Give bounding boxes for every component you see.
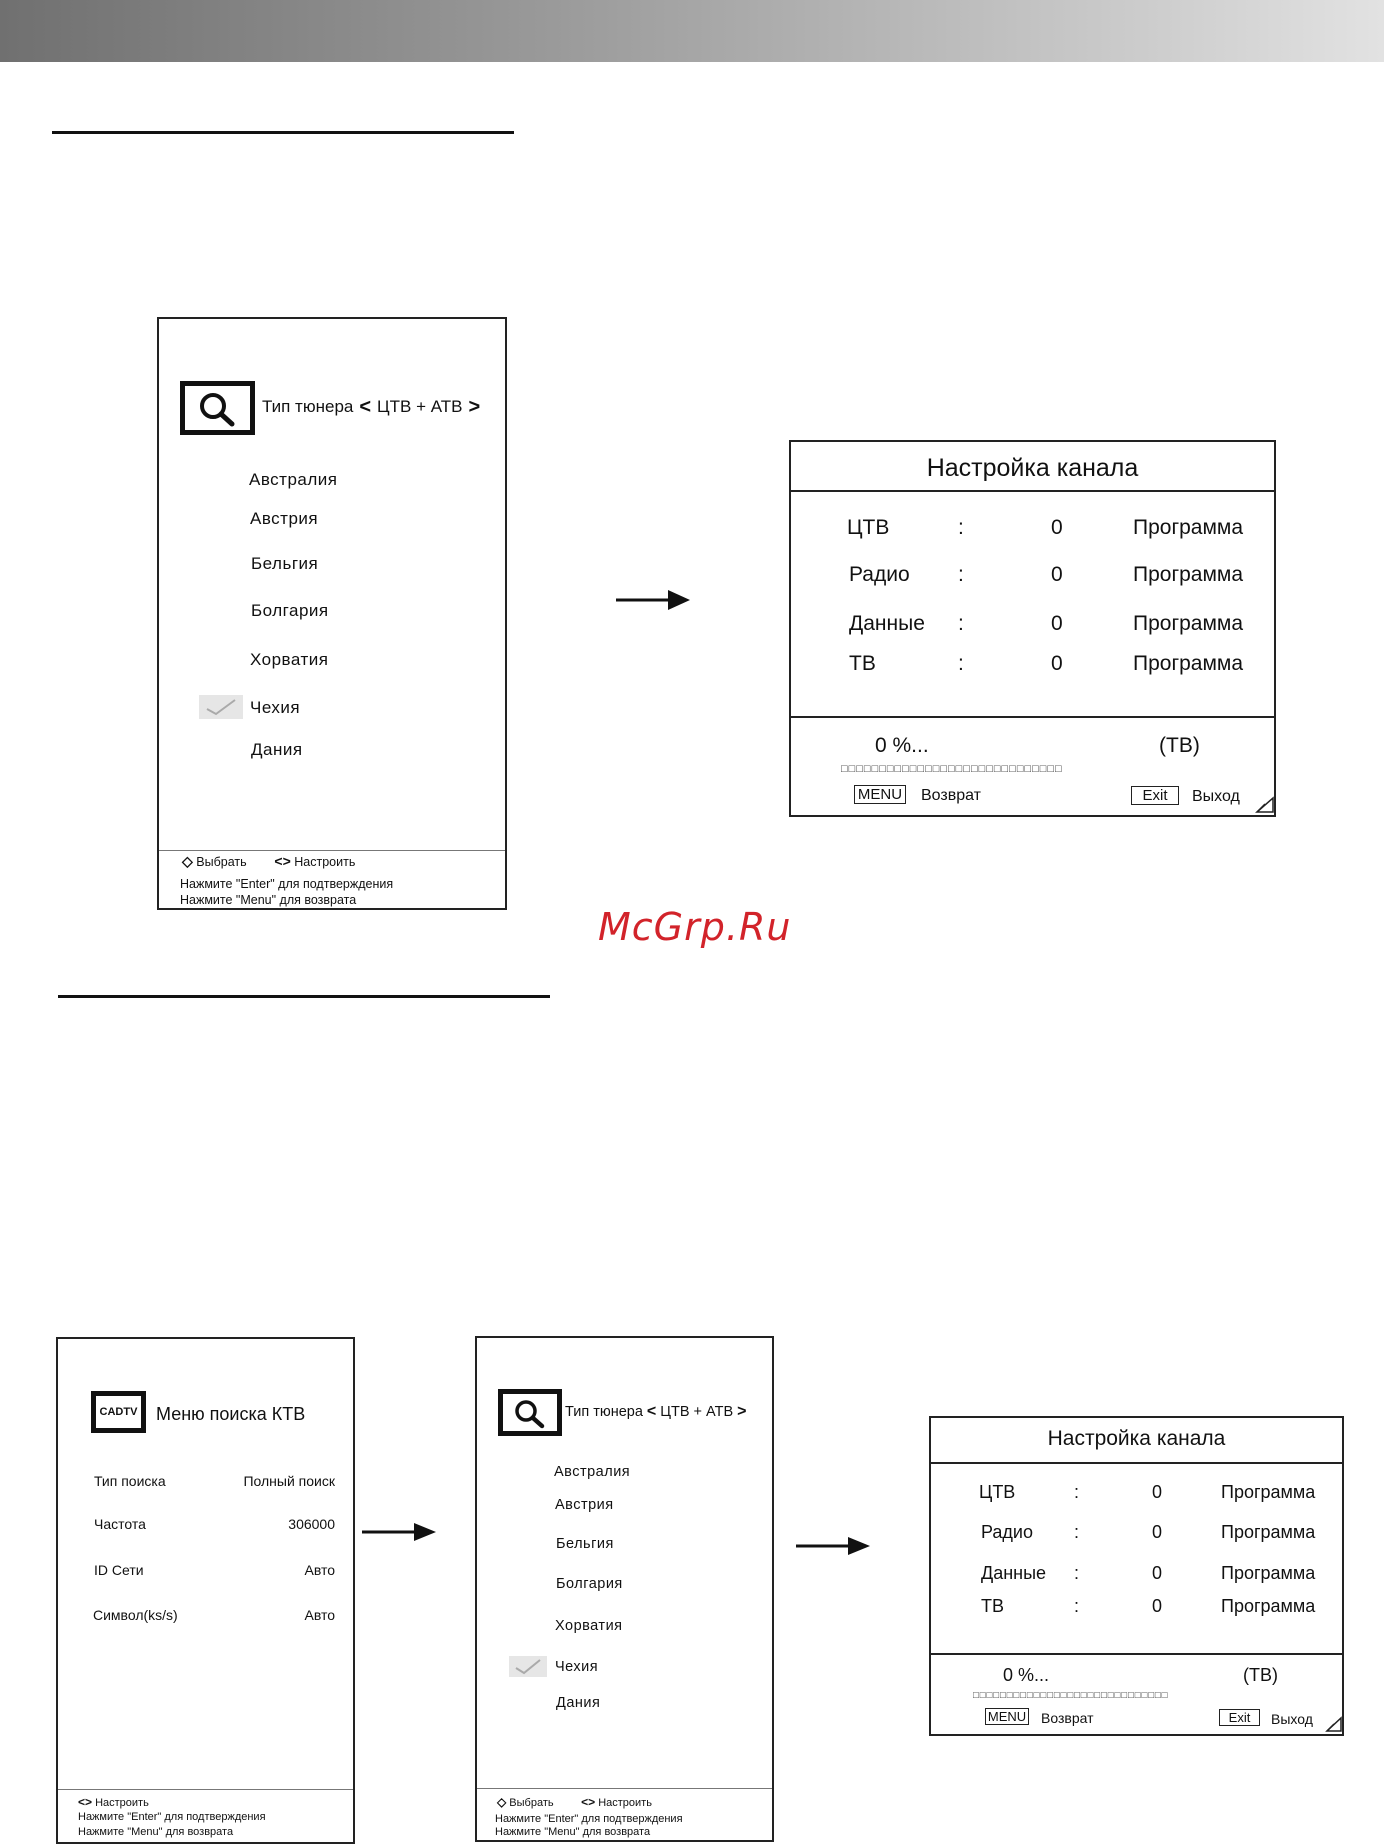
channel-tuning-panel-small xyxy=(929,1416,1344,1736)
row-sep: : xyxy=(1074,1563,1080,1583)
up-down-icon: ◇ xyxy=(182,853,193,869)
hint-select: Выбрать xyxy=(196,855,247,869)
tuner-type-panel-small xyxy=(475,1336,774,1842)
country-item[interactable]: Болгария xyxy=(251,601,329,620)
row-sep: : xyxy=(958,563,964,586)
hint-adjust: Настроить xyxy=(598,1797,652,1809)
channel-tuning-panel xyxy=(789,440,1276,817)
exit-key-label: Выход xyxy=(1192,788,1240,805)
tuner-type-row[interactable] xyxy=(262,397,480,417)
tuner-type-value: ЦТВ + АТВ xyxy=(660,1404,734,1420)
row-count: 0 xyxy=(1152,1563,1163,1583)
tuner-type-row[interactable] xyxy=(565,1404,746,1420)
search-type-value[interactable]: Полный поиск xyxy=(243,1473,335,1489)
chevron-left-icon[interactable]: < xyxy=(359,396,372,418)
exit-key-label: Выход xyxy=(1271,1711,1313,1727)
menu-key[interactable]: MENU xyxy=(854,785,906,804)
arrow-right-icon xyxy=(616,588,690,612)
row-label: ТВ xyxy=(849,652,876,675)
frequency-label: Частота xyxy=(94,1516,146,1532)
country-item-selected[interactable]: Чехия xyxy=(250,698,301,717)
title-divider xyxy=(931,1462,1342,1464)
row-label: Радио xyxy=(849,563,910,586)
row-label: ТВ xyxy=(981,1596,1005,1616)
header-bar xyxy=(0,0,1384,62)
network-id-value[interactable]: Авто xyxy=(304,1562,335,1578)
scan-mode: (ТВ) xyxy=(1159,734,1200,757)
exit-key[interactable]: Exit xyxy=(1219,1709,1260,1726)
country-item[interactable]: Болгария xyxy=(556,1576,623,1592)
channel-tuning-title: Настройка канала xyxy=(926,454,1139,482)
progress-divider xyxy=(791,716,1274,718)
hint-menu: Нажмите "Menu" для возврата xyxy=(495,1826,651,1838)
hint-adjust: Настроить xyxy=(95,1797,149,1809)
country-item[interactable]: Хорватия xyxy=(250,650,329,669)
row-unit: Программа xyxy=(1133,652,1244,675)
country-item[interactable]: Австрия xyxy=(250,509,319,528)
chevron-left-icon[interactable]: < xyxy=(646,1403,657,1420)
country-item[interactable]: Дания xyxy=(556,1695,601,1711)
country-item[interactable]: Австралия xyxy=(249,470,338,489)
hint-enter: Нажмите "Enter" для подтверждения xyxy=(495,1813,683,1825)
section-rule-2 xyxy=(58,995,550,998)
tuner-type-panel xyxy=(157,317,507,910)
row-sep: : xyxy=(958,516,964,539)
footer-divider xyxy=(58,1789,353,1790)
frequency-value[interactable]: 306000 xyxy=(288,1516,335,1532)
country-item[interactable]: Бельгия xyxy=(251,554,319,573)
search-icon xyxy=(498,1389,562,1436)
page-corner-icon xyxy=(1255,796,1275,814)
row-sep: : xyxy=(1074,1596,1080,1616)
left-right-icon: <> xyxy=(581,1795,596,1809)
footer-divider xyxy=(477,1788,772,1789)
progress-percent: 0 %... xyxy=(875,734,929,757)
row-unit: Программа xyxy=(1221,1482,1316,1502)
hint-enter: Нажмите "Enter" для подтверждения xyxy=(180,877,394,891)
symbol-rate-label: Символ(ks/s) xyxy=(93,1607,178,1623)
row-count: 0 xyxy=(1152,1596,1163,1616)
tuner-type-value: ЦТВ + АТВ xyxy=(377,397,463,416)
chevron-right-icon[interactable]: > xyxy=(468,396,481,418)
row-label: Данные xyxy=(849,612,925,635)
hint-menu: Нажмите "Menu" для возврата xyxy=(180,893,357,907)
menu-key-label: Возврат xyxy=(1041,1710,1094,1726)
tuner-type-label: Тип тюнера xyxy=(565,1404,643,1420)
scan-mode: (ТВ) xyxy=(1243,1665,1278,1685)
row-count: 0 xyxy=(1051,516,1063,539)
country-item[interactable]: Дания xyxy=(251,740,303,759)
exit-key[interactable]: Exit xyxy=(1131,786,1179,805)
hint-line-1 xyxy=(497,1796,652,1810)
row-label: ЦТВ xyxy=(979,1482,1016,1502)
country-item[interactable]: Хорватия xyxy=(555,1618,623,1634)
network-id-label: ID Сети xyxy=(94,1562,144,1578)
row-sep: : xyxy=(958,652,964,675)
row-label: ЦТВ xyxy=(847,516,890,539)
search-icon xyxy=(180,381,255,435)
country-item[interactable]: Бельгия xyxy=(556,1536,614,1552)
watermark: McGrp.Ru xyxy=(598,905,792,949)
title-divider xyxy=(791,490,1274,492)
left-right-icon: <> xyxy=(274,853,291,869)
row-count: 0 xyxy=(1051,612,1063,635)
hint-enter: Нажмите "Enter" для подтверждения xyxy=(78,1811,266,1823)
progress-divider xyxy=(931,1653,1342,1655)
menu-key-label: Возврат xyxy=(921,787,981,804)
chevron-right-icon[interactable]: > xyxy=(737,1403,747,1420)
arrow-right-icon xyxy=(796,1535,870,1557)
symbol-rate-value[interactable]: Авто xyxy=(304,1607,335,1623)
row-count: 0 xyxy=(1051,563,1063,586)
hint-menu: Нажмите "Menu" для возврата xyxy=(78,1826,234,1838)
progress-percent: 0 %... xyxy=(1003,1665,1050,1685)
row-count: 0 xyxy=(1152,1482,1163,1502)
row-unit: Программа xyxy=(1133,516,1244,539)
search-type-label: Тип поиска xyxy=(94,1473,166,1489)
page-corner-icon xyxy=(1325,1716,1343,1733)
row-unit: Программа xyxy=(1133,563,1244,586)
up-down-icon: ◇ xyxy=(497,1795,507,1809)
menu-key[interactable]: MENU xyxy=(985,1708,1029,1725)
progress-bar: □□□□□□□□□□□□□□□□□□□□□□□□□□□□□ xyxy=(841,763,1063,775)
country-item[interactable]: Австралия xyxy=(554,1464,631,1480)
row-unit: Программа xyxy=(1133,612,1244,635)
row-unit: Программа xyxy=(1221,1596,1316,1616)
hint-line-1 xyxy=(182,854,355,870)
footer-divider xyxy=(159,850,505,851)
ktv-menu-title: Меню поиска КТВ xyxy=(156,1404,306,1424)
row-sep: : xyxy=(1074,1482,1080,1502)
row-unit: Программа xyxy=(1221,1563,1316,1583)
row-count: 0 xyxy=(1152,1522,1163,1542)
checkmark-icon xyxy=(199,695,243,719)
hint-select: Выбрать xyxy=(509,1797,554,1809)
row-sep: : xyxy=(958,612,964,635)
row-unit: Программа xyxy=(1221,1522,1316,1542)
ktv-search-panel xyxy=(56,1337,355,1844)
hint-line-1 xyxy=(78,1796,149,1810)
checkmark-icon xyxy=(509,1656,547,1677)
row-label: Радио xyxy=(981,1522,1033,1542)
arrow-right-icon xyxy=(362,1521,436,1543)
row-sep: : xyxy=(1074,1522,1080,1542)
row-count: 0 xyxy=(1051,652,1063,675)
country-item[interactable]: Австрия xyxy=(555,1497,614,1513)
country-item-selected[interactable]: Чехия xyxy=(555,1659,599,1675)
section-rule-1 xyxy=(52,131,514,134)
tuner-type-label: Тип тюнера xyxy=(262,397,354,416)
channel-tuning-title: Настройка канала xyxy=(1047,1427,1226,1450)
hint-adjust: Настроить xyxy=(294,855,356,869)
row-label: Данные xyxy=(981,1563,1047,1583)
left-right-icon: <> xyxy=(78,1795,93,1809)
cadtv-logo: CADTV xyxy=(91,1391,146,1433)
progress-bar: □□□□□□□□□□□□□□□□□□□□□□□□□□□□□ xyxy=(973,1690,1169,1701)
